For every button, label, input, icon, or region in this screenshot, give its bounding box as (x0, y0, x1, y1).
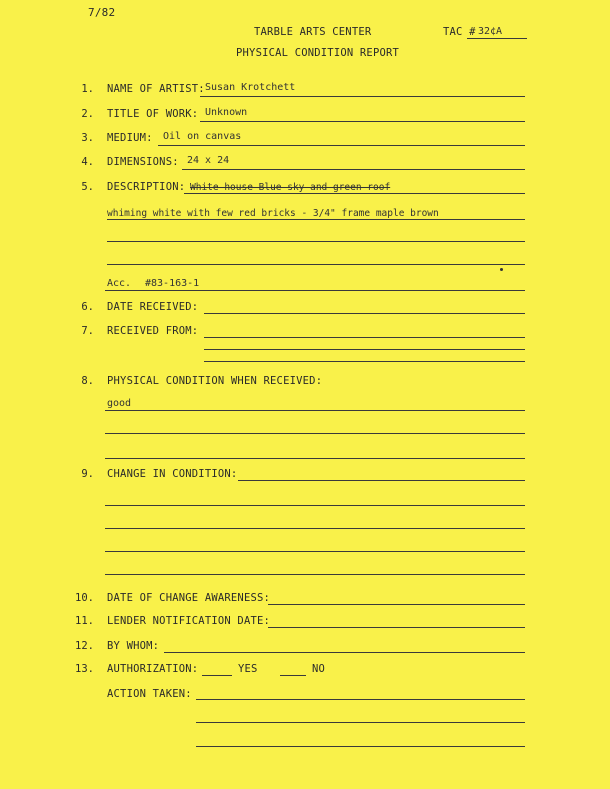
description-line-1 (184, 193, 525, 194)
change-condition-label: CHANGE IN CONDITION: (107, 468, 238, 480)
action-taken-line-3 (196, 746, 525, 747)
field-number: 9. (81, 468, 94, 480)
tac-underline (467, 38, 527, 39)
artist-value: Susan Krotchett (205, 82, 296, 93)
physical-condition-value: good (107, 398, 132, 409)
lender-notification-label: LENDER NOTIFICATION DATE: (107, 615, 271, 627)
description-label: DESCRIPTION: (107, 181, 186, 193)
change-condition-line-5 (105, 574, 525, 575)
dimensions-value: 24 x 24 (187, 155, 230, 166)
field-number: 6. (81, 301, 94, 313)
change-condition-line-1 (238, 480, 525, 481)
field-number: 7. (81, 325, 94, 337)
description-line-4 (107, 264, 525, 265)
field-number: 2. (81, 108, 94, 120)
no-blank (280, 675, 306, 676)
report-title: PHYSICAL CONDITION REPORT (236, 47, 400, 59)
action-taken-label: ACTION TAKEN: (107, 688, 192, 700)
acc-line (105, 290, 525, 291)
description-value-2: whiming white with few red bricks - 3/4" frame maple brown (107, 208, 439, 219)
field-number: 1. (81, 83, 94, 95)
dimensions-label: DIMENSIONS: (107, 156, 179, 168)
field-number: 5. (81, 181, 94, 193)
no-label: NO (312, 663, 326, 675)
change-condition-line-3 (105, 528, 525, 529)
by-whom-line (164, 652, 525, 653)
description-value-1: White house Blue sky and green roof (190, 182, 391, 193)
date-received-line (204, 313, 525, 314)
dimensions-line (182, 169, 525, 170)
by-whom-label: BY WHOM: (107, 640, 160, 652)
field-number: 13. (75, 663, 94, 675)
medium-label: MEDIUM: (107, 132, 153, 144)
received-from-label: RECEIVED FROM: (107, 325, 199, 337)
description-line-2 (107, 219, 525, 220)
field-number: 3. (81, 132, 94, 144)
yes-label: YES (238, 663, 258, 675)
physical-condition-line-3 (105, 458, 525, 459)
description-line-3 (107, 241, 525, 242)
medium-value: Oil on canvas (163, 131, 242, 142)
medium-line (158, 145, 525, 146)
received-from-line-1 (204, 337, 525, 338)
field-number: 10. (75, 592, 94, 604)
change-condition-line-2 (105, 505, 525, 506)
title-value: Unknown (205, 107, 248, 118)
field-number: 11. (75, 615, 94, 627)
received-from-line-3 (204, 361, 525, 362)
physical-condition-line-1 (105, 410, 525, 411)
title-label: TITLE OF WORK: (107, 108, 199, 120)
lender-notification-line (268, 627, 525, 628)
action-taken-line-1 (196, 699, 525, 700)
tac-label: TAC # (443, 26, 476, 38)
change-awareness-line (268, 604, 525, 605)
received-from-line-2 (204, 349, 525, 350)
yes-blank (202, 675, 232, 676)
org-name: TARBLE ARTS CENTER (254, 26, 372, 38)
ink-mark (500, 268, 503, 271)
date-code: 7/82 (88, 6, 116, 19)
acc-label: Acc. (107, 278, 132, 289)
physical-condition-label: PHYSICAL CONDITION WHEN RECEIVED: (107, 375, 323, 387)
physical-condition-line-2 (105, 433, 525, 434)
artist-line (200, 96, 525, 97)
tac-value: 32¢A (478, 26, 503, 37)
title-line (200, 121, 525, 122)
acc-value: #83-163-1 (145, 278, 200, 289)
action-taken-line-2 (196, 722, 525, 723)
date-received-label: DATE RECEIVED: (107, 301, 199, 313)
field-number: 12. (75, 640, 94, 652)
artist-label: NAME OF ARTIST: (107, 83, 205, 95)
field-number: 4. (81, 156, 94, 168)
authorization-label: AUTHORIZATION: (107, 663, 199, 675)
change-condition-line-4 (105, 551, 525, 552)
field-number: 8. (81, 375, 94, 387)
change-awareness-label: DATE OF CHANGE AWARENESS: (107, 592, 271, 604)
